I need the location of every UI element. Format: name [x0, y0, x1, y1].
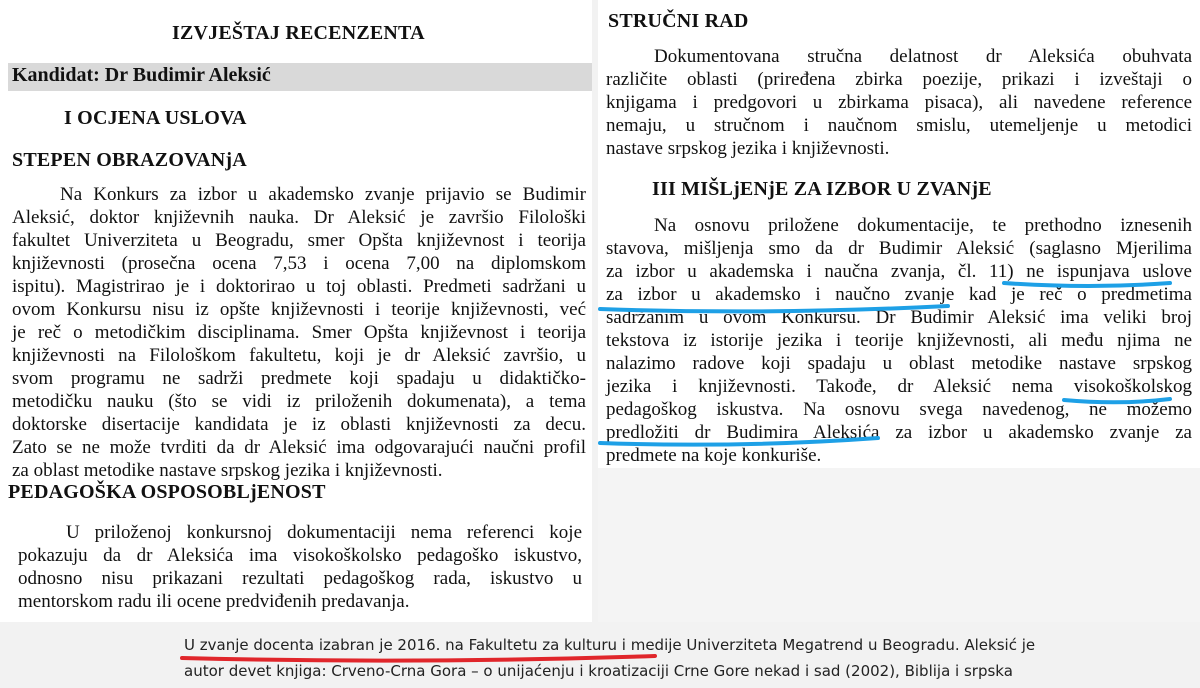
heading-strucni-rad: STRUČNI RAD [608, 10, 749, 32]
heading-pedagoska-osposobljenost: PEDAGOŠKA OSPOSOBLjENOST [8, 481, 326, 503]
text-line: nemaju, u stručnom i naučnom smislu, utemeljenje u metodici [606, 115, 1192, 136]
text-line: Dokumentovana stručna delatnost dr Aleksića obuhvata [654, 46, 1192, 67]
article-line-2: autor devet knjiga: Crveno-Crna Gora – o unijaćenju i kroatizaciji Crne Gore nekad i sad (2002), Biblija i srpska [184, 662, 1013, 680]
text-line: književnosti na Filološkom fakultetu, koji je dr Aleksić završio, u [12, 345, 586, 366]
text-line: predmete na koje konkuriše. [606, 445, 822, 466]
text-line: Zato se ne može tvrditi da dr Aleksić ima odgovarajući naučni profil [12, 437, 586, 458]
text-line: pokazuju da dr Aleksića ima visokoškolsko pedagoško iskustvo, [18, 545, 582, 566]
text-line: U priloženoj konkursnoj dokumentaciji nema referenci koje [66, 522, 582, 543]
text-line: fakultet Univerziteta u Beogradu, smer Opšta književnost i teorija [12, 230, 586, 251]
paragraph-stepen-obrazovanja [12, 183, 586, 482]
paragraph-misljenje [606, 214, 1192, 467]
text-line: odnosno nisu prikazani rezultati pedagoškog rada, iskustvo u [18, 568, 582, 589]
text-line: mentorskom radu ili ocene predviđenih predavanja. [18, 591, 410, 612]
text-line: doktorske disertacije kandidata je iz oblasti književnosti za decu. [12, 414, 586, 435]
text-line: Na osnovu priložene dokumentacije, te prethodno iznesenih [654, 215, 1192, 236]
text-line: različite oblasti (priređena zbirka poezije, prikazi i izveštaji o [606, 69, 1192, 90]
text-line: pedagoškog iskustva. Na osnovu svega navedenog, ne možemo [606, 399, 1192, 420]
text-line: ovom Konkursu nisu iz opšte književnosti i teorije književnosti, već [12, 299, 586, 320]
report-title: IZVJEŠTAJ RECENZENTA [172, 22, 425, 44]
text-line: je reč o metodičkim disciplinama. Smer Opšta književnost i teorija [12, 322, 586, 343]
text-line: za izbor u akademska i naučna zvanja, čl. 11) ne ispunjava uslove [606, 261, 1192, 282]
text-line: metodičku nauku (što se vidi iz priloženih dokumenata), a tema [12, 391, 586, 412]
text-line: knjigama i predgovori u zbirkama pisaca), ali navedene reference [606, 92, 1192, 113]
text-line: za izbor u akademsko i naučno zvanje kad je reč o predmetima [606, 284, 1192, 305]
paragraph-pedagoska [18, 521, 582, 613]
text-line: nastave srpskog jezika i književnosti. [606, 138, 890, 159]
text-line: tekstova iz istorije jezika i teorije književnosti, ali među njima ne [606, 330, 1192, 351]
heading-misljenje: III MIŠLjENjE ZA IZBOR U ZVANjE [652, 178, 992, 200]
text-line: za oblast metodike nastave srpskog jezika i književnosti. [12, 460, 443, 481]
text-line: sadržanim u ovom Konkursu. Dr Budimir Aleksić ima veliki broj [606, 307, 1192, 328]
text-line: stavova, mišljenja smo da dr Budimir Aleksić (saglasno Mjerilima [606, 238, 1192, 259]
heading-stepen-obrazovanja: STEPEN OBRAZOVANjA [12, 149, 247, 171]
text-line: Na Konkurs za izbor u akademsko zvanje prijavio se Budimir [60, 184, 586, 205]
text-line: ispitu). Magistrirao je i doktorirao u toj oblasti. Predmeti sadržani u [12, 276, 586, 297]
text-line: književnosti (prosečna ocena 7,53 i ocena 7,00 na diplomskom [12, 253, 586, 274]
candidate-name: Kandidat: Dr Budimir Aleksić [12, 64, 271, 86]
paragraph-strucni-rad [606, 45, 1192, 160]
text-line: predložiti dr Budimira Aleksića za izbor u akademsko zvanje za [606, 422, 1192, 443]
empty-background [598, 468, 1200, 622]
section-heading-ocjena: I OCJENA USLOVA [64, 107, 247, 129]
text-line: Aleksić, doktor književnih nauka. Dr Aleksić je završio Filološki [12, 207, 586, 228]
text-line: svom programu ne sadrži predmete koji spadaju u didaktičko- [12, 368, 586, 389]
article-line-1: U zvanje docenta izabran je 2016. na Fakultetu za kulturu i medije Univerziteta Megatrend u Beogradu. Aleksić je [184, 636, 1036, 654]
text-line: nalazimo radove koji spadaju u oblast metodike nastave srpskog [606, 353, 1192, 374]
text-line: jezika i književnosti. Takođe, dr Aleksić nema visokoškolskog [606, 376, 1192, 397]
